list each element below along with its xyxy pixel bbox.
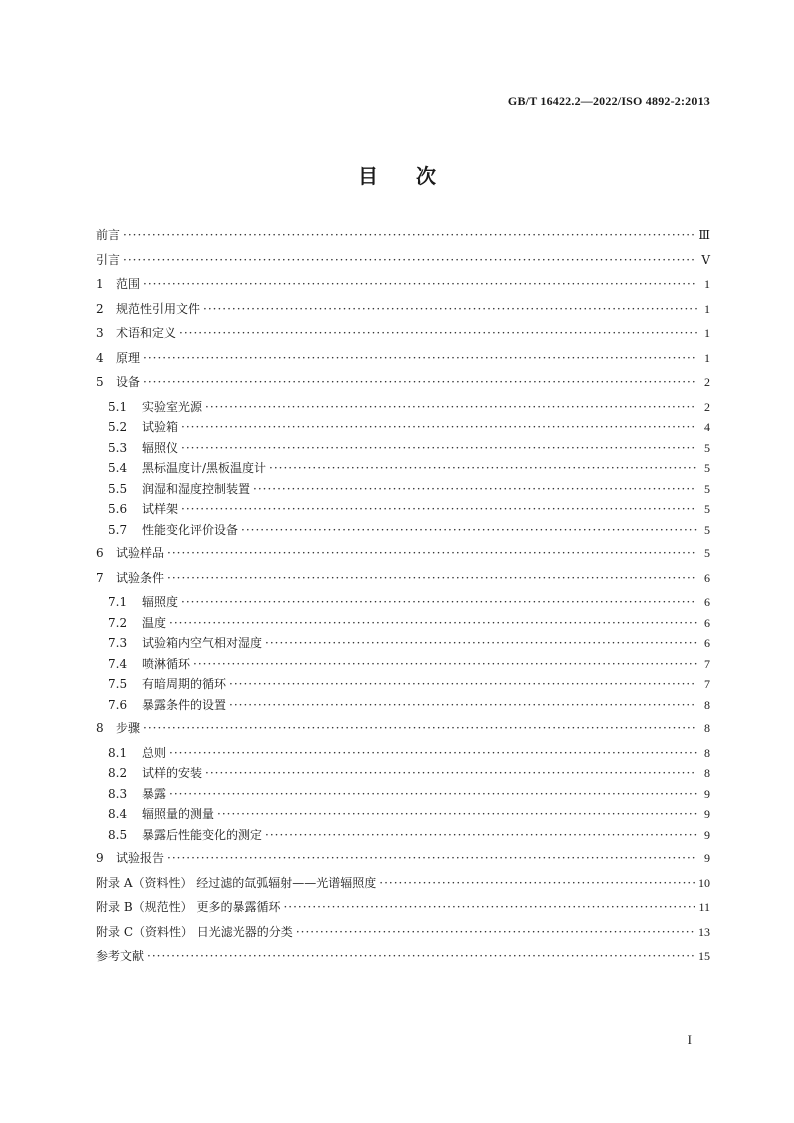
toc-entry-label: 规范性引用文件 bbox=[116, 301, 201, 316]
page-title: 目次 bbox=[358, 164, 474, 188]
toc-entry[interactable] bbox=[96, 849, 710, 874]
toc-entry-page: 13 bbox=[698, 924, 710, 939]
toc-entry-number: 2 bbox=[96, 301, 104, 316]
toc-entry-label: 性能变化评价设备 bbox=[142, 522, 239, 537]
dot-leader bbox=[179, 326, 697, 340]
toc-entry[interactable] bbox=[96, 719, 710, 744]
toc-entry-number: 7.2 bbox=[108, 615, 128, 630]
toc-entry[interactable] bbox=[96, 593, 710, 614]
toc-entry-label: 附录 B（规范性） 更多的暴露循环 bbox=[96, 900, 281, 914]
toc-entry[interactable] bbox=[96, 373, 710, 398]
toc-entry-page: 8 bbox=[704, 745, 710, 760]
toc-entry-page: 2 bbox=[704, 399, 710, 414]
toc-entry-label: 润湿和湿度控制装置 bbox=[142, 481, 251, 496]
toc-entry[interactable] bbox=[96, 349, 710, 374]
toc-entry-page: 5 bbox=[704, 502, 710, 516]
toc-entry[interactable] bbox=[96, 418, 710, 439]
dot-leader bbox=[265, 828, 697, 842]
toc-entry-number: 5.5 bbox=[108, 481, 128, 496]
toc-entry-label: 试验条件 bbox=[116, 570, 165, 585]
toc-entry-page: 8 bbox=[704, 721, 710, 735]
toc-entry[interactable] bbox=[96, 569, 710, 594]
toc-entry[interactable] bbox=[96, 805, 710, 826]
toc-entry-label: 设备 bbox=[116, 375, 141, 389]
toc-entry[interactable] bbox=[96, 275, 710, 300]
toc-entry-number: 7.4 bbox=[108, 656, 128, 671]
toc-entry[interactable] bbox=[96, 634, 710, 655]
dot-leader bbox=[283, 900, 695, 914]
toc-entry-number: 8.5 bbox=[108, 827, 128, 842]
dot-leader bbox=[296, 925, 695, 939]
toc-entry[interactable] bbox=[96, 226, 710, 251]
toc-entry-number: 5.4 bbox=[108, 461, 128, 475]
toc-entry-page: 7 bbox=[704, 656, 710, 671]
toc-entry-number: 8.1 bbox=[108, 745, 128, 760]
toc-entry-label: 试样架 bbox=[142, 502, 179, 516]
toc-entry-label: 试验箱 bbox=[142, 420, 179, 434]
toc-entry[interactable] bbox=[96, 459, 710, 480]
dot-leader bbox=[167, 546, 697, 560]
toc-entry-label: 辐照度 bbox=[142, 595, 179, 609]
toc-entry[interactable] bbox=[96, 480, 710, 501]
toc-entry-page: 10 bbox=[698, 875, 710, 890]
toc-entry-label: 术语和定义 bbox=[116, 326, 177, 340]
dot-leader bbox=[123, 253, 697, 267]
toc-entry-page: 5 bbox=[704, 481, 710, 496]
standard-number-header: GB/T 16422.2—2022/ISO 4892-2:2013 bbox=[507, 94, 710, 108]
toc-entry-number: 8.4 bbox=[108, 807, 128, 821]
toc-entry-number: 6 bbox=[96, 546, 104, 560]
toc-entry[interactable] bbox=[96, 251, 710, 276]
dot-leader bbox=[147, 949, 695, 963]
toc-entry-number: 8 bbox=[96, 721, 104, 735]
toc-entry[interactable] bbox=[96, 826, 710, 847]
toc-entry-page: 9 bbox=[704, 827, 710, 842]
toc-entry-number: 7.1 bbox=[108, 595, 128, 609]
toc-entry-page: 8 bbox=[704, 697, 710, 712]
dot-leader bbox=[169, 616, 697, 630]
dot-leader bbox=[143, 721, 697, 735]
dot-leader bbox=[181, 502, 697, 516]
toc-entry-number: 7.3 bbox=[108, 636, 128, 650]
dot-leader bbox=[241, 523, 697, 537]
toc-entry-label: 参考文献 bbox=[96, 949, 145, 963]
dot-leader bbox=[203, 302, 697, 316]
dot-leader bbox=[193, 657, 697, 671]
toc-entry-page: 5 bbox=[704, 440, 710, 455]
toc-entry-page: 5 bbox=[704, 546, 710, 560]
toc-entry-label: 步骤 bbox=[116, 721, 141, 735]
toc-entry[interactable] bbox=[96, 744, 710, 765]
toc-entry[interactable] bbox=[96, 614, 710, 635]
toc-entry-label: 暴露 bbox=[142, 786, 167, 801]
toc-entry-number: 4 bbox=[96, 350, 104, 365]
toc-entry-page: 9 bbox=[704, 851, 710, 865]
dot-leader bbox=[269, 461, 697, 475]
toc-entry-label: 有暗周期的循环 bbox=[142, 677, 227, 691]
toc-entry-number: 5.7 bbox=[108, 522, 128, 537]
toc-entry-page: 4 bbox=[704, 420, 710, 434]
toc-entry-page: 15 bbox=[698, 949, 710, 963]
dot-leader bbox=[143, 375, 697, 389]
toc-entry-number: 8.2 bbox=[108, 766, 128, 780]
dot-leader bbox=[217, 807, 697, 821]
toc-entry-label: 试验样品 bbox=[116, 546, 165, 560]
dot-leader bbox=[123, 228, 695, 242]
dot-leader bbox=[181, 420, 697, 434]
toc-entry[interactable] bbox=[96, 764, 710, 785]
toc-entry-page: 6 bbox=[704, 636, 710, 650]
toc-entry-number: 9 bbox=[96, 851, 104, 865]
dot-leader bbox=[181, 441, 697, 455]
toc-entry-number: 5.3 bbox=[108, 440, 128, 455]
page-number: I bbox=[687, 1032, 692, 1047]
toc-entry-page: Ⅲ bbox=[698, 228, 710, 242]
toc-entry-label: 喷淋循环 bbox=[142, 656, 191, 671]
toc-entry-page: 2 bbox=[704, 375, 710, 389]
toc-entry[interactable] bbox=[96, 655, 710, 676]
toc-entry-label: 总则 bbox=[142, 745, 167, 760]
toc-entry[interactable] bbox=[96, 521, 710, 542]
toc-entry-page: 5 bbox=[704, 522, 710, 537]
toc-entry[interactable] bbox=[96, 785, 710, 806]
toc-entry-number: 5.6 bbox=[108, 502, 128, 516]
toc-entry-label: 暴露条件的设置 bbox=[142, 697, 227, 712]
dot-leader bbox=[205, 400, 697, 414]
toc-entry-page: 9 bbox=[704, 807, 710, 821]
toc-entry-number: 5.1 bbox=[108, 399, 128, 414]
toc-entry-page: 6 bbox=[704, 615, 710, 630]
dot-leader bbox=[169, 746, 697, 760]
toc-entry-page: Ⅴ bbox=[701, 252, 710, 267]
toc-entry-page: 6 bbox=[704, 595, 710, 609]
toc-entry-page: 11 bbox=[698, 900, 710, 914]
toc-entry-number: 7.5 bbox=[108, 677, 128, 691]
toc-entry[interactable] bbox=[96, 300, 710, 325]
toc-entry-label: 附录 A（资料性） 经过滤的氙弧辐射——光谱辐照度 bbox=[96, 875, 377, 890]
table-of-contents bbox=[96, 226, 710, 972]
dot-leader bbox=[181, 595, 697, 609]
dot-leader bbox=[143, 277, 697, 291]
dot-leader bbox=[169, 787, 697, 801]
toc-entry[interactable] bbox=[96, 923, 710, 948]
toc-entry-label: 温度 bbox=[142, 615, 167, 630]
toc-entry-page: 9 bbox=[704, 786, 710, 801]
toc-entry-number: 3 bbox=[96, 326, 104, 340]
dot-leader bbox=[143, 351, 697, 365]
dot-leader bbox=[205, 766, 697, 780]
toc-entry-label: 黑标温度计/黑板温度计 bbox=[142, 461, 267, 475]
toc-entry-number: 5.2 bbox=[108, 420, 128, 434]
dot-leader bbox=[229, 698, 697, 712]
toc-entry[interactable] bbox=[96, 398, 710, 419]
toc-entry-label: 辐照量的测量 bbox=[142, 807, 215, 821]
dot-leader bbox=[167, 571, 697, 585]
toc-entry[interactable] bbox=[96, 675, 710, 696]
toc-entry-page: 5 bbox=[704, 461, 710, 475]
toc-entry-label: 实验室光源 bbox=[142, 399, 203, 414]
toc-entry-label: 试样的安装 bbox=[142, 766, 203, 780]
toc-entry-page: 6 bbox=[704, 570, 710, 585]
toc-entry[interactable] bbox=[96, 500, 710, 521]
toc-entry-page: 1 bbox=[704, 350, 710, 365]
toc-entry[interactable] bbox=[96, 898, 710, 923]
toc-entry[interactable] bbox=[96, 439, 710, 460]
toc-entry[interactable] bbox=[96, 947, 710, 972]
toc-entry-page: 8 bbox=[704, 766, 710, 780]
toc-entry-label: 前言 bbox=[96, 228, 121, 242]
dot-leader bbox=[229, 677, 697, 691]
dot-leader bbox=[265, 636, 697, 650]
toc-entry-number: 1 bbox=[96, 277, 104, 291]
toc-entry-label: 引言 bbox=[96, 252, 121, 267]
toc-entry-label: 试验报告 bbox=[116, 851, 165, 865]
toc-entry-number: 7 bbox=[96, 570, 104, 585]
toc-entry[interactable] bbox=[96, 324, 710, 349]
toc-entry-label: 范围 bbox=[116, 277, 141, 291]
dot-leader bbox=[379, 876, 695, 890]
toc-entry[interactable] bbox=[96, 544, 710, 569]
toc-entry-page: 1 bbox=[704, 301, 710, 316]
toc-entry-number: 5 bbox=[96, 375, 104, 389]
toc-entry-page: 7 bbox=[704, 677, 710, 691]
toc-entry-label: 辐照仪 bbox=[142, 440, 179, 455]
toc-entry-page: 1 bbox=[704, 277, 710, 291]
dot-leader bbox=[167, 851, 697, 865]
toc-entry-label: 附录 C（资料性） 日光滤光器的分类 bbox=[96, 924, 293, 939]
toc-entry-label: 暴露后性能变化的测定 bbox=[142, 827, 263, 842]
toc-entry[interactable] bbox=[96, 696, 710, 717]
toc-entry[interactable] bbox=[96, 874, 710, 899]
toc-entry-number: 8.3 bbox=[108, 786, 128, 801]
toc-entry-page: 1 bbox=[704, 326, 710, 340]
toc-entry-number: 7.6 bbox=[108, 697, 128, 712]
toc-entry-label: 原理 bbox=[116, 350, 141, 365]
toc-entry-label: 试验箱内空气相对湿度 bbox=[142, 636, 263, 650]
dot-leader bbox=[253, 482, 697, 496]
